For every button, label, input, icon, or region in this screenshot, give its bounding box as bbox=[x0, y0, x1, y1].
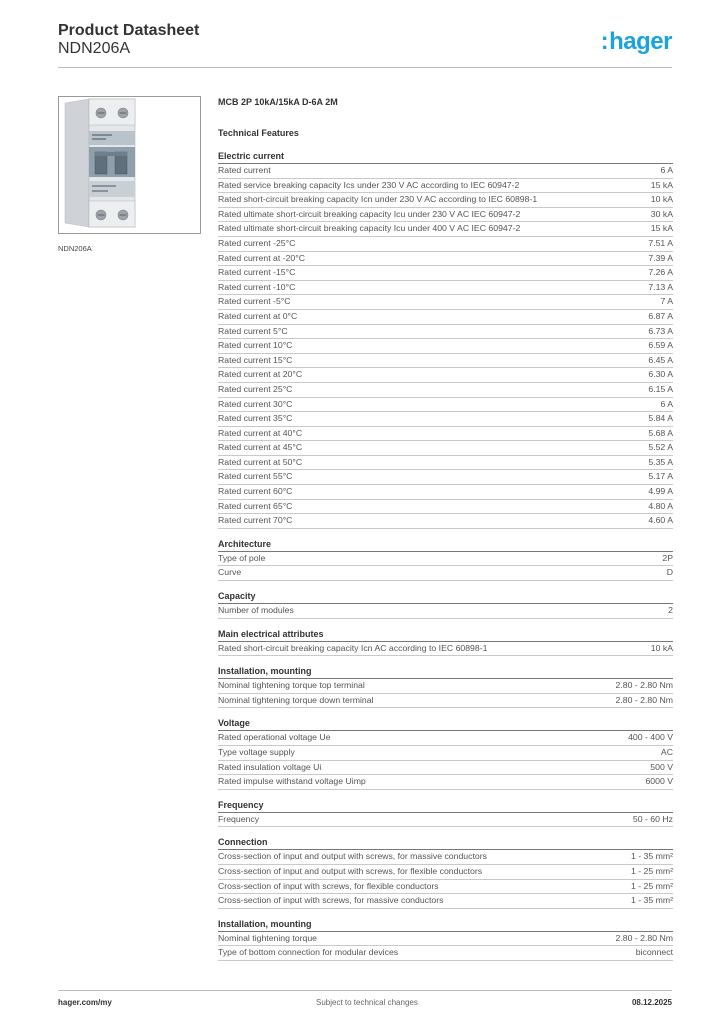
spec-value: 500 V bbox=[650, 761, 673, 772]
footer-website: hager.com/my bbox=[58, 998, 112, 1007]
section-title: Electric current bbox=[218, 150, 673, 164]
spec-value: 6000 V bbox=[645, 776, 673, 787]
spec-row bbox=[218, 731, 673, 746]
spec-value: 6.30 A bbox=[648, 369, 673, 380]
spec-row bbox=[218, 761, 673, 776]
spec-row bbox=[218, 164, 673, 179]
spec-value: 4.60 A bbox=[648, 515, 673, 526]
section-title: Architecture bbox=[218, 538, 673, 552]
spec-value: 5.84 A bbox=[648, 413, 673, 424]
spec-row bbox=[218, 566, 673, 581]
spec-value: 15 kA bbox=[650, 223, 673, 234]
section-title: Main electrical attributes bbox=[218, 628, 673, 642]
spec-value: 7.39 A bbox=[648, 252, 673, 263]
spec-value: 4.99 A bbox=[648, 486, 673, 497]
spec-value: AC bbox=[660, 747, 673, 757]
header-divider bbox=[58, 67, 672, 68]
section-title: Voltage bbox=[218, 717, 673, 731]
spec-section bbox=[218, 150, 673, 529]
spec-label: Rated current -15°C bbox=[218, 267, 296, 278]
spec-value: 7.51 A bbox=[648, 237, 673, 248]
spec-value: 6.87 A bbox=[648, 310, 673, 321]
page-header bbox=[58, 22, 199, 58]
circuit-breaker-image bbox=[59, 97, 200, 233]
spec-label: Rated service breaking capacity Ics under 230 V AC according to IEC 60947-2 bbox=[218, 179, 520, 190]
spec-label: Rated current 25°C bbox=[218, 383, 293, 394]
spec-label: Rated current 60°C bbox=[218, 486, 293, 497]
spec-label: Curve bbox=[218, 567, 242, 578]
spec-row bbox=[218, 500, 673, 515]
footer-divider bbox=[58, 990, 672, 991]
hager-logo bbox=[601, 28, 672, 56]
spec-row bbox=[218, 850, 673, 865]
spec-value: 7.13 A bbox=[648, 281, 673, 292]
spec-row bbox=[218, 325, 673, 340]
spec-label: Rated impulse withstand voltage Uimp bbox=[218, 776, 366, 787]
spec-label: Rated current at 50°C bbox=[218, 456, 303, 467]
spec-label: Nominal tightening torque down terminal bbox=[218, 694, 374, 705]
logo-colon: : bbox=[600, 28, 609, 55]
spec-label: Rated current 10°C bbox=[218, 340, 293, 351]
spec-value: 1 - 35 mm² bbox=[631, 895, 673, 906]
spec-value: 2.80 - 2.80 Nm bbox=[615, 680, 673, 691]
spec-value: 30 kA bbox=[650, 208, 673, 219]
spec-label: Rated current at 40°C bbox=[218, 427, 303, 438]
spec-row bbox=[218, 694, 673, 709]
spec-row bbox=[218, 514, 673, 529]
page-title: Product Datasheet bbox=[58, 22, 200, 39]
spec-row bbox=[218, 946, 673, 961]
spec-value: 2P bbox=[662, 552, 673, 563]
spec-row bbox=[218, 237, 673, 252]
product-reference: NDN206A bbox=[58, 40, 131, 57]
spec-label: Rated short-circuit breaking capacity Icn AC according to IEC 60898-1 bbox=[218, 642, 488, 653]
spec-label: Rated current -25°C bbox=[218, 237, 296, 248]
spec-row bbox=[218, 604, 673, 619]
spec-row bbox=[218, 383, 673, 398]
spec-value: 400 - 400 V bbox=[628, 732, 673, 743]
product-title: MCB 2P 10kA/15kA D-6A 2M bbox=[218, 97, 338, 107]
spec-value: 6.59 A bbox=[648, 340, 673, 351]
spec-value: 4.80 A bbox=[648, 500, 673, 511]
spec-value: 2 bbox=[668, 605, 673, 616]
footer-note: Subject to technical changes bbox=[316, 998, 418, 1007]
spec-label: Rated operational voltage Ue bbox=[218, 732, 331, 743]
spec-row bbox=[218, 339, 673, 354]
spec-section bbox=[218, 538, 673, 581]
spec-section bbox=[218, 665, 673, 708]
spec-section bbox=[218, 799, 673, 828]
spec-label: Frequency bbox=[218, 813, 260, 824]
spec-row bbox=[218, 252, 673, 267]
spec-row bbox=[218, 813, 673, 828]
spec-value: 7 A bbox=[660, 296, 673, 307]
spec-label: Cross-section of input with screws, for massive conductors bbox=[218, 895, 444, 906]
spec-content bbox=[218, 95, 673, 961]
spec-label: Number of modules bbox=[218, 605, 294, 616]
spec-value: 2.80 - 2.80 Nm bbox=[615, 932, 673, 943]
photo-caption: NDN206A bbox=[58, 244, 92, 253]
spec-label: Cross-section of input and output with screws, for massive conductors bbox=[218, 851, 487, 862]
spec-section bbox=[218, 918, 673, 961]
spec-section bbox=[218, 836, 673, 908]
spec-label: Type of bottom connection for modular devices bbox=[218, 947, 399, 958]
spec-row bbox=[218, 642, 673, 657]
spec-value: 6 A bbox=[660, 165, 673, 175]
spec-row bbox=[218, 398, 673, 413]
spec-value: 10 kA bbox=[650, 194, 673, 205]
spec-label: Rated current 5°C bbox=[218, 325, 288, 336]
spec-row bbox=[218, 679, 673, 694]
product-photo bbox=[58, 96, 201, 234]
spec-value: 7.26 A bbox=[648, 267, 673, 278]
spec-label: Rated current 55°C bbox=[218, 471, 293, 482]
spec-row bbox=[218, 470, 673, 485]
spec-label: Nominal tightening torque top terminal bbox=[218, 680, 365, 691]
spec-row bbox=[218, 552, 673, 567]
section-title: Installation, mounting bbox=[218, 665, 673, 679]
spec-row bbox=[218, 266, 673, 281]
spec-row bbox=[218, 193, 673, 208]
spec-label: Type of pole bbox=[218, 552, 266, 563]
spec-row bbox=[218, 427, 673, 442]
section-title: Frequency bbox=[218, 799, 673, 813]
spec-row bbox=[218, 179, 673, 194]
spec-row bbox=[218, 222, 673, 237]
spec-label: Rated current 65°C bbox=[218, 500, 293, 511]
spec-label: Rated current 30°C bbox=[218, 398, 293, 409]
spec-row bbox=[218, 880, 673, 895]
spec-value: 10 kA bbox=[650, 642, 673, 653]
spec-value: 2.80 - 2.80 Nm bbox=[615, 694, 673, 705]
logo-text: hager bbox=[609, 28, 672, 55]
spec-row bbox=[218, 368, 673, 383]
spec-label: Rated current 35°C bbox=[218, 413, 293, 424]
spec-value: 1 - 25 mm² bbox=[631, 880, 673, 891]
spec-label: Rated current 15°C bbox=[218, 354, 293, 365]
spec-value: biconnect bbox=[635, 947, 673, 958]
spec-row bbox=[218, 775, 673, 790]
spec-section bbox=[218, 590, 673, 619]
spec-value: 5.35 A bbox=[648, 456, 673, 467]
spec-label: Rated ultimate short-circuit breaking capacity Icu under 230 V AC IEC 60947-2 bbox=[218, 208, 521, 219]
section-title: Capacity bbox=[218, 590, 673, 604]
spec-value: D bbox=[666, 567, 673, 578]
spec-row bbox=[218, 208, 673, 223]
technical-features-heading: Technical Features bbox=[218, 128, 299, 138]
spec-label: Type voltage supply bbox=[218, 747, 295, 757]
spec-row bbox=[218, 295, 673, 310]
spec-label: Rated insulation voltage Ui bbox=[218, 761, 322, 772]
spec-label: Rated current -10°C bbox=[218, 281, 296, 292]
spec-value: 1 - 35 mm² bbox=[631, 851, 673, 862]
spec-value: 15 kA bbox=[650, 179, 673, 190]
spec-sections bbox=[218, 150, 673, 961]
spec-value: 6.15 A bbox=[648, 383, 673, 394]
spec-section bbox=[218, 628, 673, 657]
spec-value: 1 - 25 mm² bbox=[631, 865, 673, 876]
spec-label: Rated current at 45°C bbox=[218, 442, 303, 453]
spec-value: 5.68 A bbox=[648, 427, 673, 438]
spec-value: 6.45 A bbox=[648, 354, 673, 365]
spec-label: Rated current -5°C bbox=[218, 296, 291, 307]
spec-label: Cross-section of input and output with screws, for flexible conductors bbox=[218, 865, 483, 876]
spec-value: 6.73 A bbox=[648, 325, 673, 336]
section-title: Connection bbox=[218, 836, 673, 850]
footer-date: 08.12.2025 bbox=[631, 998, 672, 1007]
spec-label: Rated current at 20°C bbox=[218, 369, 303, 380]
spec-row bbox=[218, 412, 673, 427]
spec-label: Rated current 70°C bbox=[218, 515, 293, 526]
spec-value: 5.52 A bbox=[648, 442, 673, 453]
spec-label: Rated ultimate short-circuit breaking capacity Icu under 400 V AC IEC 60947-2 bbox=[218, 223, 521, 234]
spec-label: Rated current bbox=[218, 165, 271, 175]
spec-row bbox=[218, 894, 673, 909]
spec-value: 5.17 A bbox=[648, 471, 673, 482]
spec-row bbox=[218, 865, 673, 880]
spec-row bbox=[218, 485, 673, 500]
spec-row bbox=[218, 456, 673, 471]
spec-label: Cross-section of input with screws, for flexible conductors bbox=[218, 880, 439, 891]
spec-section bbox=[218, 717, 673, 789]
spec-row bbox=[218, 310, 673, 325]
section-title: Installation, mounting bbox=[218, 918, 673, 932]
spec-row bbox=[218, 281, 673, 296]
spec-label: Rated current at 0°C bbox=[218, 310, 298, 321]
spec-row bbox=[218, 932, 673, 947]
spec-label: Nominal tightening torque bbox=[218, 932, 318, 943]
spec-row bbox=[218, 746, 673, 761]
spec-value: 50 - 60 Hz bbox=[632, 813, 673, 824]
spec-row bbox=[218, 441, 673, 456]
spec-label: Rated current at -20°C bbox=[218, 252, 306, 263]
spec-row bbox=[218, 354, 673, 369]
spec-value: 6 A bbox=[660, 398, 673, 409]
spec-label: Rated short-circuit breaking capacity Icn under 230 V AC according to IEC 60898-1 bbox=[218, 194, 538, 205]
